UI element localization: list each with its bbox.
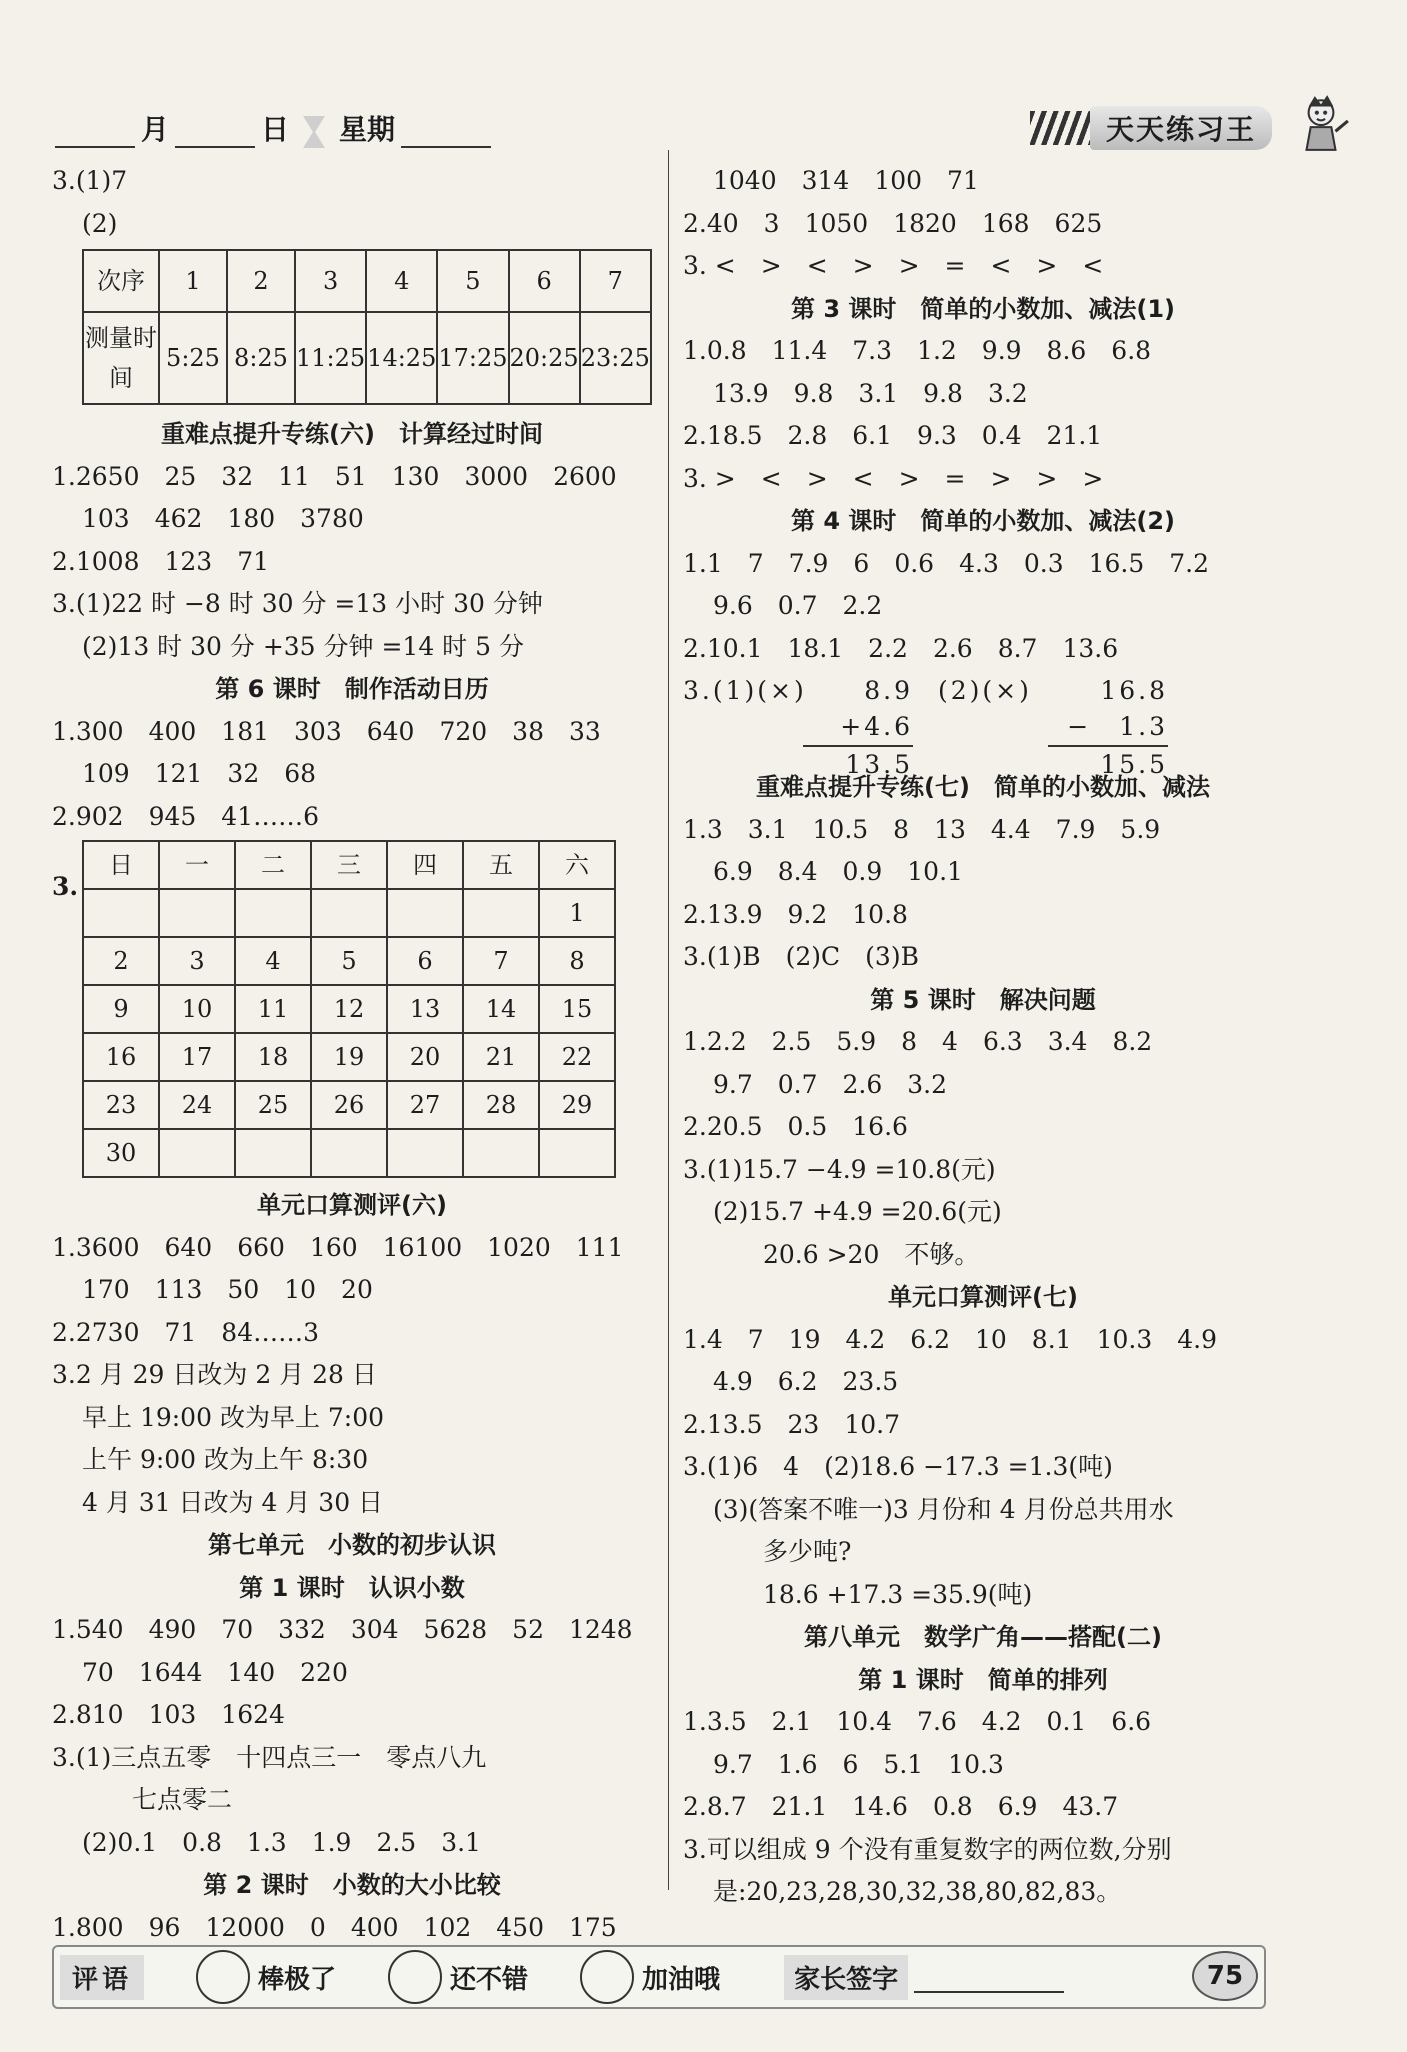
answer-line: 4.9 6.2 23.5 [713,1367,899,1396]
calendar-cell: 6 [387,937,463,985]
table-header-cell: 次序 [83,250,159,312]
calendar-header-cell: 三 [311,841,387,889]
weekday-label: 星期 [339,113,396,146]
stripes-decoration [1030,111,1090,145]
answer-line: 20.6 >20 不够。 [763,1239,980,1269]
table-cell: 5:25 [159,312,227,404]
unit-title: 第八单元 数学广角——搭配(二) [804,1623,1162,1651]
calc-result: 13.5 [803,745,913,783]
table-cell: 6 [509,250,580,312]
rating-circle-excellent[interactable] [196,1950,250,2004]
answer-line: 2.13.5 23 10.7 [683,1409,900,1439]
answer-line: 18.6 +17.3 =35.9(吨) [763,1579,1033,1609]
calendar-cell: 8 [539,937,615,985]
answer-line: 1.1 7 7.9 6 0.6 4.3 0.3 16.5 7.2 [683,548,1210,578]
answer-line: 1.2.2 2.5 5.9 8 4 6.3 3.4 8.2 [683,1027,1153,1056]
answer-line: 1.4 7 19 4.2 6.2 10 8.1 10.3 4.9 [683,1324,1217,1354]
calendar-cell [387,889,463,937]
calendar-block [52,840,652,1178]
answer-line: 2.902 945 41……6 [52,801,320,831]
section-title: 第 2 课时 小数的大小比较 [203,1871,501,1899]
activity-calendar [82,840,616,1178]
answer-line: 是:20,23,28,30,32,38,80,82,83。 [713,1877,1122,1906]
date-line [55,108,491,148]
calc-operand: 8.9 [864,676,913,705]
calendar-cell [311,889,387,937]
table-cell: 20:25 [509,312,580,404]
calendar-cell: 2 [83,937,159,985]
calendar-cell: 17 [159,1033,235,1081]
section-title: 重难点提升专练(七) 简单的小数加、减法 [756,773,1210,801]
page-header [55,100,1352,160]
answer-line: 3.(1)B (2)C (3)B [683,942,919,971]
calendar-cell: 24 [159,1081,235,1129]
calendar-cell [463,1129,539,1177]
question-number: 3. [52,872,79,901]
calendar-cell [387,1129,463,1177]
calendar-cell: 25 [235,1081,311,1129]
table-cell: 7 [580,250,651,312]
section-title: 单元口算测评(六) [257,1191,447,1219]
section-title: 第 5 课时 解决问题 [870,985,1096,1014]
left-column [52,160,652,1949]
answer-line: 1.3 3.1 10.5 8 13 4.4 7.9 5.9 [683,814,1161,844]
table-cell: 23:25 [580,312,651,404]
section-title: 单元口算测评(七) [888,1283,1078,1311]
month-label: 月 [141,113,170,146]
answer-line: 2.810 103 1624 [52,1700,285,1729]
calendar-header-cell: 一 [159,841,235,889]
calendar-cell: 28 [463,1081,539,1129]
answer-line: 9.7 1.6 6 5.1 10.3 [713,1749,1004,1779]
answer-line: 2.8.7 21.1 14.6 0.8 6.9 43.7 [683,1792,1119,1821]
answer-line: 3.(1)15.7 −4.9 =10.8(元) [683,1154,996,1184]
table-cell: 8:25 [227,312,295,404]
calendar-cell [311,1129,387,1177]
answer-line: 1.0.8 11.4 7.3 1.2 9.9 8.6 6.8 [683,336,1152,365]
answer-line: 6.9 8.4 0.9 10.1 [713,857,963,886]
calendar-cell [159,889,235,937]
parent-sign-label: 家长签字 [784,1955,908,2000]
section-title: 重难点提升专练(六) 计算经过时间 [161,420,543,448]
calendar-cell: 30 [83,1129,159,1177]
answer-line: 1.800 96 12000 0 400 102 450 175 [52,1912,617,1942]
unit-title: 第七单元 小数的初步认识 [208,1531,496,1559]
answer-line: 3. < > < > > = < > < [683,251,1104,280]
calendar-cell: 11 [235,985,311,1033]
parent-signature-field[interactable] [914,1961,1064,1993]
hourglass-icon [303,116,325,148]
rating-label-excellent: 棒极了 [258,1964,337,1995]
answer-line: 170 113 50 10 20 [82,1275,373,1304]
answer-line: 109 121 32 68 [82,759,317,788]
answer-line: 3. > < > < > = > > > [683,463,1104,493]
calendar-cell: 13 [387,985,463,1033]
calendar-header-cell: 六 [539,841,615,889]
table-cell: 2 [227,250,295,312]
calendar-cell: 27 [387,1081,463,1129]
calendar-cell: 29 [539,1081,615,1129]
table-cell: 4 [366,250,437,312]
calendar-header-cell: 五 [463,841,539,889]
calc-operand: +4.6 [840,712,913,741]
month-blank[interactable] [55,112,135,148]
answer-line: 2.1008 123 71 [52,546,270,576]
section-title: 第 3 课时 简单的小数加、减法(1) [790,294,1176,323]
brand-title: 天天练习王 [1090,106,1272,150]
calendar-cell: 20 [387,1033,463,1081]
calendar-cell [235,889,311,937]
calendar-cell: 16 [83,1033,159,1081]
answer-line: 70 1644 140 220 [82,1657,348,1687]
calendar-cell [159,1129,235,1177]
table-cell: 11:25 [295,312,366,404]
calendar-header-cell: 日 [83,841,159,889]
comment-label: 评语 [60,1955,144,2000]
day-blank[interactable] [175,112,255,148]
answer-line: 3.2 月 29 日改为 2 月 28 日 [52,1360,377,1389]
answer-line: 1.540 490 70 332 304 5628 52 1248 [52,1615,633,1644]
calendar-cell: 5 [311,937,387,985]
section-title: 第 6 课时 制作活动日历 [215,675,489,703]
rating-label-keep-going: 加油哦 [642,1964,721,1995]
answer-line: (2)15.7 +4.9 =20.6(元) [713,1197,1002,1226]
answer-line: (2)0.1 0.8 1.3 1.9 2.5 3.1 [82,1827,481,1857]
calendar-cell [235,1129,311,1177]
calendar-cell: 9 [83,985,159,1033]
answer-line: (3)(答案不唯一)3 月份和 4 月份总共用水 [713,1494,1174,1524]
answer-line: 早上 19:00 改为早上 7:00 [82,1402,385,1432]
calendar-cell: 4 [235,937,311,985]
answer-line: 2.2730 71 84……3 [52,1317,320,1347]
answer-line: 2.10.1 18.1 2.2 2.6 8.7 13.6 [683,633,1119,663]
answer-line: (2)13 时 30 分 +35 分钟 =14 时 5 分 [82,631,524,661]
rating-label-good: 还不错 [450,1964,529,1995]
answer-line: 3.(1)6 4 (2)18.6 −17.3 =1.3(吨) [683,1452,1113,1481]
calc-result: 15.5 [1048,745,1168,783]
calendar-cell: 7 [463,937,539,985]
answer-line: 2.20.5 0.5 16.6 [683,1112,908,1141]
vertical-calc-2 [1048,673,1168,783]
calendar-header-cell: 四 [387,841,463,889]
evaluation-footer [52,1945,1266,2009]
section-title: 第 1 课时 简单的排列 [858,1665,1108,1694]
calc-operand: − 1.3 [1067,712,1168,741]
section-title: 第 4 课时 简单的小数加、减法(2) [790,507,1176,535]
weekday-blank[interactable] [401,112,491,148]
vertical-calc-1 [803,673,913,783]
calendar-cell: 12 [311,985,387,1033]
answer-line: 1.3.5 2.1 10.4 7.6 4.2 0.1 6.6 [683,1707,1152,1736]
answer-line: 9.6 0.7 2.2 [713,591,883,620]
answer-line: 3.(1)7 [52,166,128,195]
answer-line: 1.2650 25 32 11 51 130 3000 2600 [52,461,617,491]
answer-line: 多少吨? [763,1537,852,1566]
answer-line: 3.(1)三点五零 十四点三一 零点八九 [52,1742,487,1772]
table-cell: 1 [159,250,227,312]
answer-line: 3.(1)22 时 −8 时 30 分 =13 小时 30 分钟 [52,589,543,618]
table-cell: 3 [295,250,366,312]
question-label: (2)(×) [938,676,1032,705]
time-table [82,249,652,405]
calendar-cell: 1 [539,889,615,937]
answer-line: 1.3600 640 660 160 16100 1020 111 [52,1232,624,1262]
answer-line: 13.9 9.8 3.1 9.8 3.2 [713,378,1028,408]
table-header-cell: 测量时间 [83,312,159,404]
calendar-header-cell: 二 [235,841,311,889]
calendar-cell: 15 [539,985,615,1033]
answer-line: 1.300 400 181 303 640 720 38 33 [52,716,601,746]
answer-line: 2.40 3 1050 1820 168 625 [683,208,1103,238]
calendar-cell: 10 [159,985,235,1033]
rating-circle-good[interactable] [388,1950,442,2004]
question-label: 3.(1)(×) [683,676,807,705]
answer-line: 2.13.9 9.2 10.8 [683,899,908,929]
right-column [683,160,1283,1914]
answer-line: 4 月 31 日改为 4 月 30 日 [82,1487,384,1517]
rating-circle-keep-going[interactable] [580,1950,634,2004]
table-cell: 14:25 [366,312,437,404]
brand-banner [1030,106,1272,150]
mascot-icon [1290,92,1352,154]
calendar-cell: 19 [311,1033,387,1081]
calc-operand: 16.8 [1100,676,1168,705]
calendar-cell: 21 [463,1033,539,1081]
answer-line: 9.7 0.7 2.6 3.2 [713,1069,948,1099]
answer-line: 七点零二 [132,1785,233,1814]
answer-line: 103 462 180 3780 [82,504,364,533]
answer-line: 3.可以组成 9 个没有重复数字的两位数,分别 [683,1834,1172,1864]
page-number: 75 [1192,1951,1258,2001]
answer-line: (2) [82,208,118,238]
calendar-cell: 14 [463,985,539,1033]
answer-line: 上午 9:00 改为上午 8:30 [82,1445,369,1474]
section-title: 第 1 课时 认识小数 [239,1573,465,1602]
calendar-cell [463,889,539,937]
calendar-cell [83,889,159,937]
calendar-cell: 18 [235,1033,311,1081]
vertical-calculations [683,670,1283,779]
calendar-cell: 22 [539,1033,615,1081]
table-cell: 17:25 [437,312,508,404]
answer-line: 2.18.5 2.8 6.1 9.3 0.4 21.1 [683,421,1103,450]
calendar-cell: 3 [159,937,235,985]
answer-line: 1040 314 100 71 [713,166,979,195]
calendar-cell [539,1129,615,1177]
day-label: 日 [261,113,290,146]
calendar-cell: 26 [311,1081,387,1129]
table-cell: 5 [437,250,508,312]
column-divider [668,150,669,1890]
calendar-cell: 23 [83,1081,159,1129]
